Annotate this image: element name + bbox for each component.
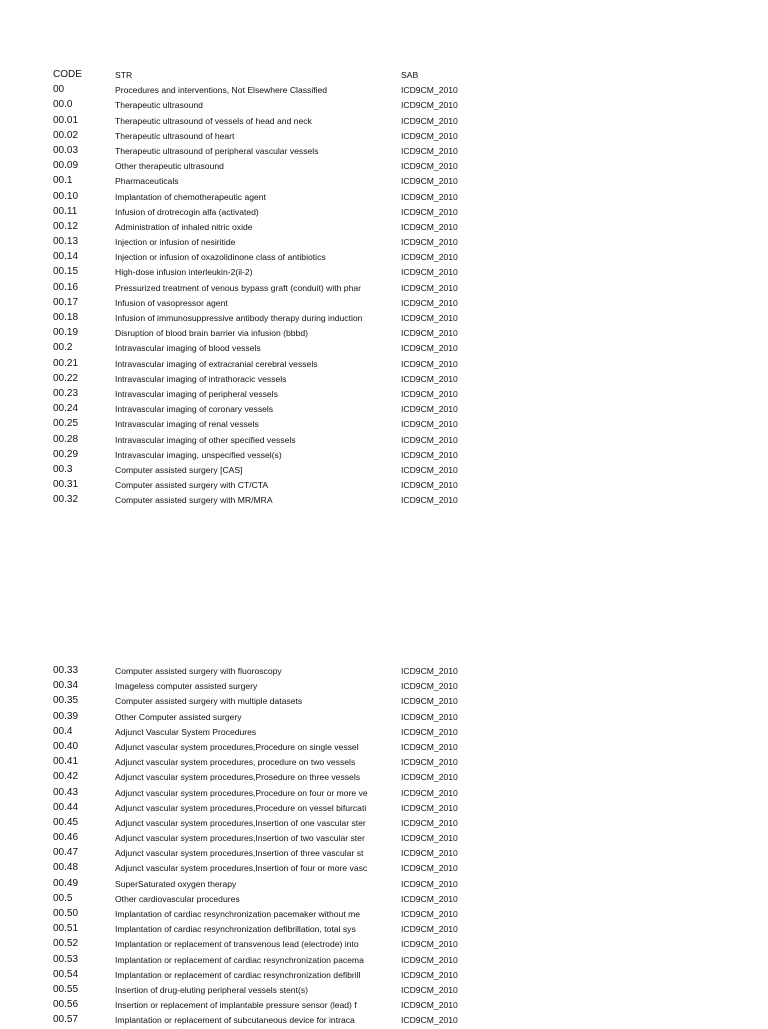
table-row <box>0 478 768 493</box>
table-row <box>0 114 768 129</box>
str-cell: Intravascular imaging of peripheral vessels <box>115 388 278 399</box>
str-cell: Therapeutic ultrasound of vessels of head and neck <box>115 115 312 126</box>
sab-cell: ICD9CM_2010 <box>401 1000 458 1011</box>
table-row <box>0 205 768 220</box>
code-cell: 00.29 <box>53 448 79 460</box>
str-cell: Injection or infusion of nesiritide <box>115 237 236 248</box>
code-cell: 00.3 <box>53 463 73 475</box>
str-cell: Implantation of cardiac resynchronization defibrillation, total sys <box>115 924 356 935</box>
str-cell: Adjunct Vascular System Procedures <box>115 726 257 737</box>
sab-cell: ICD9CM_2010 <box>401 726 458 737</box>
sab-cell: ICD9CM_2010 <box>401 741 458 752</box>
str-cell: Intravascular imaging of coronary vessels <box>115 404 274 415</box>
str-cell: Intravascular imaging of other specified vessels <box>115 434 296 445</box>
sab-cell: ICD9CM_2010 <box>401 878 458 889</box>
table-row <box>0 174 768 189</box>
str-cell: Adjunct vascular system procedures,Insertion of two vascular ster <box>115 833 365 844</box>
code-cell: 00.57 <box>53 1014 79 1026</box>
code-cell: 00.52 <box>53 938 79 950</box>
code-cell: 00.48 <box>53 862 79 874</box>
sab-cell: ICD9CM_2010 <box>401 237 458 248</box>
str-cell: Therapeutic ultrasound <box>115 100 203 111</box>
str-cell: Intravascular imaging of blood vessels <box>115 343 261 354</box>
str-cell: Adjunct vascular system procedures,Insertion of three vascular st <box>115 848 364 859</box>
sab-cell: ICD9CM_2010 <box>401 924 458 935</box>
sab-cell: ICD9CM_2010 <box>401 176 458 187</box>
str-cell: Insertion or replacement of implantable pressure sensor (lead) f <box>115 1000 357 1011</box>
table-row <box>0 801 768 816</box>
str-cell: Other therapeutic ultrasound <box>115 161 224 172</box>
table-row <box>0 144 768 159</box>
sab-cell: ICD9CM_2010 <box>401 161 458 172</box>
str-cell: Intravascular imaging, unspecified vessel(s) <box>115 449 282 460</box>
code-cell: 00.5 <box>53 892 73 904</box>
code-cell: 00.17 <box>53 296 79 308</box>
sab-cell: ICD9CM_2010 <box>401 343 458 354</box>
code-cell: 00.53 <box>53 953 79 965</box>
str-cell: Other Computer assisted surgery <box>115 711 242 722</box>
sab-cell: ICD9CM_2010 <box>401 954 458 965</box>
str-cell: Intravascular imaging of renal vessels <box>115 419 259 430</box>
code-cell: 00.54 <box>53 968 79 980</box>
table-row <box>0 433 768 448</box>
sab-cell: ICD9CM_2010 <box>401 1015 458 1026</box>
code-cell: 00.4 <box>53 725 73 737</box>
code-cell: 00.47 <box>53 847 79 859</box>
code-cell: 00.21 <box>53 357 79 369</box>
code-cell: 00.31 <box>53 479 79 491</box>
sab-cell: ICD9CM_2010 <box>401 939 458 950</box>
table-row <box>0 463 768 478</box>
table-row <box>0 664 768 679</box>
str-cell: Imageless computer assisted surgery <box>115 681 258 692</box>
table-row <box>0 387 768 402</box>
str-cell: Intravascular imaging of extracranial cerebral vessels <box>115 358 318 369</box>
str-cell: Pharmaceuticals <box>115 176 179 187</box>
code-cell: 00.02 <box>53 129 79 141</box>
table-row <box>0 98 768 113</box>
table-row <box>0 710 768 725</box>
sab-cell: ICD9CM_2010 <box>401 696 458 707</box>
sab-cell: ICD9CM_2010 <box>401 480 458 491</box>
str-cell: Computer assisted surgery [CAS] <box>115 464 243 475</box>
sab-cell: ICD9CM_2010 <box>401 252 458 263</box>
header-str: STR <box>115 70 133 80</box>
str-cell: Implantation or replacement of transvenous lead (electrode) into <box>115 939 359 950</box>
code-cell: 00.1 <box>53 175 73 187</box>
code-cell: 00.25 <box>53 418 79 430</box>
code-cell: 00.01 <box>53 114 79 126</box>
code-cell: 00.09 <box>53 160 79 172</box>
code-cell: 00.35 <box>53 695 79 707</box>
table-row <box>0 907 768 922</box>
table-row <box>0 417 768 432</box>
table-row <box>0 402 768 417</box>
code-cell: 00.14 <box>53 251 79 263</box>
table-row <box>0 296 768 311</box>
code-cell: 00.22 <box>53 372 79 384</box>
code-cell: 00.11 <box>53 205 78 217</box>
table-row <box>0 679 768 694</box>
sab-cell: ICD9CM_2010 <box>401 282 458 293</box>
table-row <box>0 725 768 740</box>
sab-cell: ICD9CM_2010 <box>401 772 458 783</box>
sab-cell: ICD9CM_2010 <box>401 909 458 919</box>
table-row <box>0 861 768 876</box>
sab-cell: ICD9CM_2010 <box>401 100 458 111</box>
sab-cell: ICD9CM_2010 <box>401 297 458 308</box>
sab-cell: ICD9CM_2010 <box>401 464 458 475</box>
table-row <box>0 983 768 998</box>
table-row <box>0 1013 768 1028</box>
str-cell: Computer assisted surgery with MR/MRA <box>115 495 273 506</box>
str-cell: Infusion of drotrecogin alfa (activated) <box>115 206 259 217</box>
table-block-1 <box>0 68 768 508</box>
code-cell: 00.40 <box>53 740 79 752</box>
table-row <box>0 694 768 709</box>
str-cell: Injection or infusion of oxazolidinone class of antibiotics <box>115 252 326 263</box>
sab-cell: ICD9CM_2010 <box>401 666 458 676</box>
table-row <box>0 265 768 280</box>
code-cell: 00.39 <box>53 710 79 722</box>
str-cell: Adjunct vascular system procedures,Procedure on vessel bifurcati <box>115 802 367 813</box>
str-cell: Implantation or replacement of subcutaneous device for intraca <box>115 1015 355 1026</box>
table-row <box>0 892 768 907</box>
code-cell: 00.13 <box>53 236 79 248</box>
table-row <box>0 968 768 983</box>
str-cell: Procedures and interventions, Not Elsewhere Classified <box>115 85 328 96</box>
sab-cell: ICD9CM_2010 <box>401 115 458 126</box>
sab-cell: ICD9CM_2010 <box>401 130 458 141</box>
str-cell: Adjunct vascular system procedures,Procedure on four or more ve <box>115 787 368 798</box>
header-sab: SAB <box>401 70 419 80</box>
table-row <box>0 755 768 770</box>
table-row <box>0 786 768 801</box>
table-row <box>0 831 768 846</box>
sab-cell: ICD9CM_2010 <box>401 757 458 768</box>
sab-cell: ICD9CM_2010 <box>401 85 458 96</box>
str-cell: Adjunct vascular system procedures,Prosedure on three vessels <box>115 772 361 783</box>
sab-cell: ICD9CM_2010 <box>401 373 458 384</box>
sab-cell: ICD9CM_2010 <box>401 328 458 339</box>
str-cell: Adjunct vascular system procedures,Insertion of one vascular ster <box>115 817 366 828</box>
sab-cell: ICD9CM_2010 <box>401 969 458 980</box>
table-row <box>0 877 768 892</box>
table-row <box>0 493 768 508</box>
sab-cell: ICD9CM_2010 <box>401 419 458 430</box>
table-row <box>0 357 768 372</box>
table-row <box>0 190 768 205</box>
code-cell: 00.34 <box>53 680 79 692</box>
sab-cell: ICD9CM_2010 <box>401 449 458 460</box>
code-cell: 00.24 <box>53 403 79 415</box>
sab-cell: ICD9CM_2010 <box>401 863 458 874</box>
table-row <box>0 740 768 755</box>
str-cell: Intravascular imaging of intrathoracic vessels <box>115 373 287 384</box>
sab-cell: ICD9CM_2010 <box>401 802 458 813</box>
str-cell: Insertion of drug-eluting peripheral vessels stent(s) <box>115 984 308 995</box>
table-row <box>0 326 768 341</box>
sab-cell: ICD9CM_2010 <box>401 711 458 722</box>
table-row <box>0 220 768 235</box>
sab-cell: ICD9CM_2010 <box>401 388 458 399</box>
code-cell: 00.41 <box>53 756 79 768</box>
code-cell: 00.16 <box>53 281 79 293</box>
str-cell: Implantation or replacement of cardiac resynchronization pacema <box>115 954 364 965</box>
code-cell: 00.28 <box>53 433 79 445</box>
sab-cell: ICD9CM_2010 <box>401 495 458 506</box>
str-cell: Computer assisted surgery with multiple datasets <box>115 696 303 707</box>
code-cell: 00.50 <box>53 908 79 919</box>
table-row <box>0 250 768 265</box>
sab-cell: ICD9CM_2010 <box>401 404 458 415</box>
table-row <box>0 372 768 387</box>
code-cell: 00 <box>53 84 65 96</box>
table-row <box>0 159 768 174</box>
code-cell: 00.0 <box>53 99 73 111</box>
code-cell: 00.15 <box>53 266 79 278</box>
sab-cell: ICD9CM_2010 <box>401 221 458 232</box>
code-cell: 00.44 <box>53 801 79 813</box>
sab-cell: ICD9CM_2010 <box>401 681 458 692</box>
table-row <box>0 846 768 861</box>
str-cell: Computer assisted surgery with CT/CTA <box>115 480 269 491</box>
code-cell: 00.43 <box>53 786 79 798</box>
code-cell: 00.49 <box>53 877 79 889</box>
sab-cell: ICD9CM_2010 <box>401 893 458 904</box>
str-cell: Adjunct vascular system procedures,Insertion of four or more vasc <box>115 863 368 874</box>
code-cell: 00.33 <box>53 665 79 676</box>
sab-cell: ICD9CM_2010 <box>401 145 458 156</box>
table-row <box>0 235 768 250</box>
code-cell: 00.32 <box>53 494 79 506</box>
table-row <box>0 281 768 296</box>
table-row <box>0 998 768 1013</box>
table-row <box>0 922 768 937</box>
sab-cell: ICD9CM_2010 <box>401 358 458 369</box>
str-cell: Adjunct vascular system procedures, procedure on two vessels <box>115 757 356 768</box>
code-cell: 00.42 <box>53 771 79 783</box>
code-cell: 00.2 <box>53 342 73 354</box>
str-cell: Implantation or replacement of cardiac resynchronization defibrill <box>115 969 361 980</box>
header-row <box>0 68 768 83</box>
code-cell: 00.03 <box>53 144 79 156</box>
str-cell: Adjunct vascular system procedures,Procedure on single vessel <box>115 741 359 752</box>
code-cell: 00.19 <box>53 327 79 339</box>
table-row <box>0 311 768 326</box>
code-cell: 00.10 <box>53 190 79 202</box>
str-cell: Implantation of chemotherapeutic agent <box>115 191 266 202</box>
str-cell: Other cardiovascular procedures <box>115 893 240 904</box>
str-cell: Pressurized treatment of venous bypass graft (conduit) with phar <box>115 282 361 293</box>
code-cell: 00.23 <box>53 387 79 399</box>
code-cell: 00.46 <box>53 832 79 844</box>
code-cell: 00.56 <box>53 999 79 1011</box>
table-row <box>0 816 768 831</box>
table-row <box>0 83 768 98</box>
sab-cell: ICD9CM_2010 <box>401 267 458 278</box>
str-cell: Infusion of vasopressor agent <box>115 297 228 308</box>
header-code: CODE <box>53 69 82 80</box>
sab-cell: ICD9CM_2010 <box>401 787 458 798</box>
sab-cell: ICD9CM_2010 <box>401 206 458 217</box>
str-cell: Computer assisted surgery with fluoroscopy <box>115 666 282 676</box>
code-cell: 00.51 <box>53 923 79 935</box>
table-row <box>0 937 768 952</box>
sab-cell: ICD9CM_2010 <box>401 191 458 202</box>
code-cell: 00.55 <box>53 983 79 995</box>
table-row <box>0 448 768 463</box>
sab-cell: ICD9CM_2010 <box>401 848 458 859</box>
str-cell: Disruption of blood brain barrier via infusion (bbbd) <box>115 328 308 339</box>
str-cell: SuperSaturated oxygen therapy <box>115 878 237 889</box>
table-row <box>0 341 768 356</box>
str-cell: Therapeutic ultrasound of heart <box>115 130 235 141</box>
sab-cell: ICD9CM_2010 <box>401 833 458 844</box>
str-cell: Infusion of immunosuppressive antibody therapy during induction <box>115 313 363 323</box>
sab-cell: ICD9CM_2010 <box>401 984 458 995</box>
table-row <box>0 953 768 968</box>
sab-cell: ICD9CM_2010 <box>401 434 458 445</box>
sab-cell: ICD9CM_2010 <box>401 313 458 323</box>
table-block-2 <box>0 664 768 1029</box>
code-cell: 00.18 <box>53 312 79 323</box>
str-cell: High-dose infusion interleukin-2(il-2) <box>115 267 253 278</box>
code-cell: 00.12 <box>53 220 79 232</box>
code-cell: 00.45 <box>53 816 79 828</box>
table-row <box>0 129 768 144</box>
str-cell: Implantation of cardiac resynchronization pacemaker without me <box>115 909 361 919</box>
str-cell: Therapeutic ultrasound of peripheral vascular vessels <box>115 145 319 156</box>
table-row <box>0 770 768 785</box>
str-cell: Administration of inhaled nitric oxide <box>115 221 253 232</box>
sab-cell: ICD9CM_2010 <box>401 817 458 828</box>
